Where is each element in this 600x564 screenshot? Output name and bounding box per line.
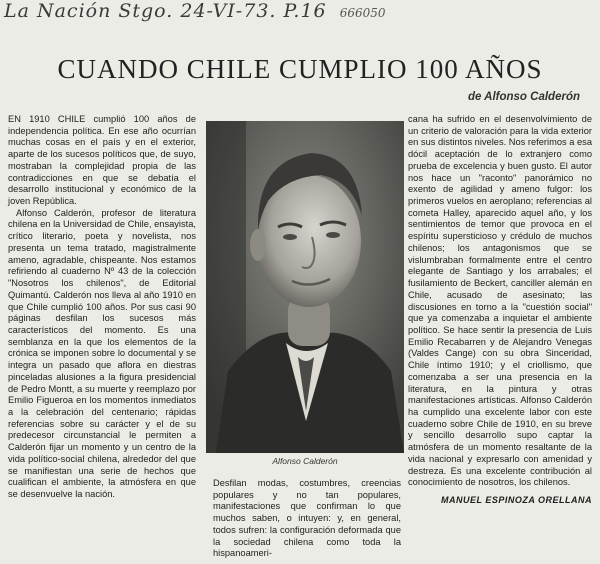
author-photo <box>206 121 404 453</box>
column-1-paragraph-1: EN 1910 CHILE cumplió 100 años de independencia política. En ese año ocurrían muchas cosas en el país y en el exterior, aparte de los sucesos políticos que, de suyo, mostraban la complejidad propia de las contradicciones en que se debatía el desarrollo institucional y económico de la joven República. <box>8 114 196 207</box>
byline: de Alfonso Calderón <box>467 91 580 103</box>
column-2-continuation <box>213 478 401 560</box>
reference-number: 666050 <box>339 6 386 20</box>
handwritten-annotation <box>4 0 596 24</box>
photo-caption: Alfonso Calderón <box>272 456 338 466</box>
author-signature: MANUEL ESPINOZA ORELLANA <box>440 495 592 505</box>
column-3-paragraph: cana ha sufrido en el desenvolvimiento de un criterio de valoración para la vida exterior en sus distintos niveles. Nos referimos a esa dócil aceptación de lo extranjero como prueba de excelencia y buen gusto. El autor nos hace un "raconto" panorámico no exento de agilidad y ameno fulgor: los primeros vuelos en aeroplano; referencias al cometa Halley, aparecido aquel año, y los sentimientos de temor que provoca en el espíritu supersticioso y crédulo de muchos chilenos; los antagonismos que se vislumbraban formalmente entre el centro elegante de Santiago y los arrabales; el fusilamiento de Beckert, canciller alemán en Chile, acusado de asesinato; las discusiones en torno a la "cuestión social" que ya comenzaba a inquietar el ambiente político. Se hace sentir la presencia de Luis Emilio Recabarren y de Alejandro Venegas (Valdes Cange) con su obra Sinceridad, Chile íntimo 1910; y el criollismo, que comenzaba a ser una presencia en la literatura, en la pintura y otras manifestaciones artísticas. Alfonso Calderón ha cumplido una excelente labor con este cuaderno sobre Chile de 1910, en su breve y sencillo desarrollo supo captar la atmósfera de un momento resaltante de la vida nacional y expresarlo con amenidad y destreza. Es una excelente contribución al conocimiento de nosotros, los chilenos. <box>408 114 592 488</box>
column-2-paragraph: Desfilan modas, costumbres, creencias populares y no tan populares, manifestaciones que confirman lo que muchos saben, o intuyen: y, en general, todos sufren: la configuración deformada que la sociedad chilena como toda la hispanoameri- <box>213 478 401 559</box>
handwritten-source-note: La Nación Stgo. 24-VI-73. P.16 <box>4 0 327 22</box>
column-1 <box>8 114 196 501</box>
column-1-paragraph-2: Alfonso Calderón, profesor de literatura chilena en la Universidad de Chile, ensayista, crítico literario, poeta y novelista, nos presenta un tema tratado, magistralmente ameno, agradable, chispeante. Nos estamos refiriendo al cuaderno Nº 43 de la colección "Nosotros los chilenos", de Editorial Quimantú. Calderón nos lleva al año 1910 en que Chile cumplió 100 años. Por sus casi 90 páginas desfilan los sucesos más característicos del momento. Es una semblanza en la que los elementos de la crónica se imponen sobre lo documental y se integra un pasado que aflora en diestras pinceladas alusiones a la figura presidencial de Pedro Montt, a su muerte y reemplazo por Emilio Figueroa en los momentos inmediatos a la celebración del centenario; rápidas referencias sobre su carácter y el de su predecesor circunstancial le permiten a Calderón fijar un momento y un centro de la vida político-social chilena, alrededor del que se manifiestan una serie de hechos que cualifican el ambiente, la atmósfera en que se desenvuelve la nación. <box>8 207 196 499</box>
portrait-illustration <box>206 121 404 453</box>
headline: CUANDO CHILE CUMPLIO 100 AÑOS <box>57 54 543 84</box>
column-3 <box>408 114 592 507</box>
